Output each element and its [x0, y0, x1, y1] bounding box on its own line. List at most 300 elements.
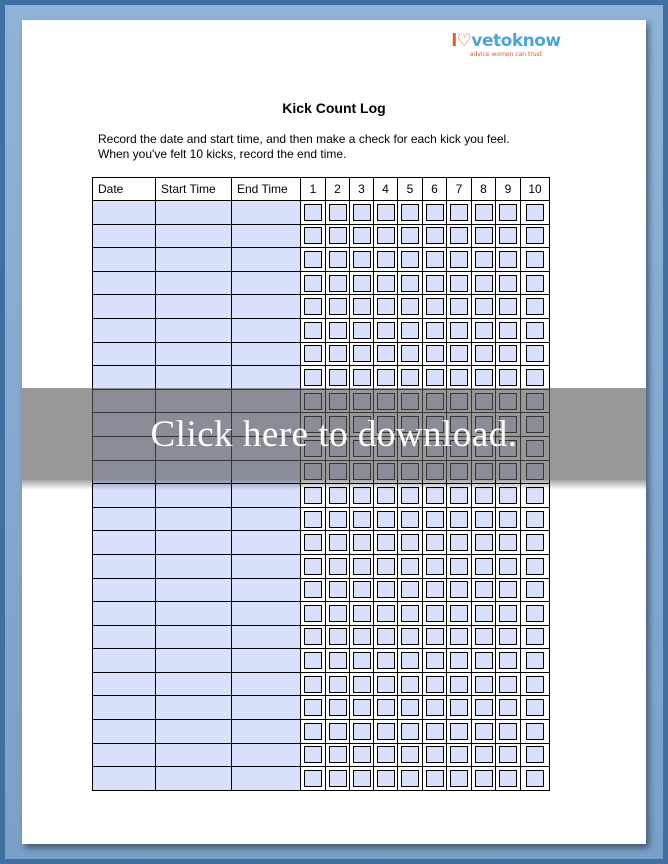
- kick-checkbox[interactable]: [526, 605, 544, 622]
- date-field[interactable]: [93, 672, 156, 696]
- instruction-line: Record the date and start time, and then make a check for each kick you feel.: [98, 132, 510, 146]
- kick-checkbox[interactable]: [499, 676, 517, 693]
- date-field[interactable]: [93, 224, 156, 248]
- start-time-field[interactable]: [156, 672, 232, 696]
- kick-checkbox[interactable]: [526, 581, 544, 598]
- start-time-field[interactable]: [156, 201, 232, 225]
- kick-checkbox[interactable]: [475, 699, 493, 716]
- kick-checkbox[interactable]: [450, 723, 468, 740]
- kick-checkbox[interactable]: [426, 581, 444, 598]
- kick-checkbox[interactable]: [304, 511, 322, 528]
- kick-checkbox[interactable]: [353, 558, 371, 575]
- kick-checkbox[interactable]: [401, 652, 419, 669]
- kick-checkbox[interactable]: [499, 345, 517, 362]
- kick-checkbox[interactable]: [304, 275, 322, 292]
- date-field[interactable]: [93, 507, 156, 531]
- kick-checkbox[interactable]: [377, 581, 395, 598]
- kick-checkbox[interactable]: [353, 534, 371, 551]
- date-field[interactable]: [93, 201, 156, 225]
- end-time-field[interactable]: [232, 625, 301, 649]
- kick-checkbox[interactable]: [450, 746, 468, 763]
- kick-checkbox[interactable]: [426, 558, 444, 575]
- kick-cell: [423, 531, 447, 555]
- column-header: End Time: [232, 178, 301, 201]
- kick-checkbox[interactable]: [426, 628, 444, 645]
- kick-cell: [521, 696, 550, 720]
- end-time-field[interactable]: [232, 248, 301, 272]
- kick-checkbox[interactable]: [401, 699, 419, 716]
- kick-checkbox[interactable]: [426, 345, 444, 362]
- kick-checkbox[interactable]: [353, 581, 371, 598]
- kick-checkbox[interactable]: [475, 251, 493, 268]
- start-time-field[interactable]: [156, 625, 232, 649]
- kick-checkbox[interactable]: [499, 251, 517, 268]
- kick-checkbox[interactable]: [304, 534, 322, 551]
- end-time-field[interactable]: [232, 531, 301, 555]
- kick-cell: [472, 696, 496, 720]
- kick-cell: [447, 743, 472, 767]
- kick-checkbox[interactable]: [499, 558, 517, 575]
- kick-checkbox[interactable]: [475, 723, 493, 740]
- kick-checkbox[interactable]: [329, 605, 347, 622]
- kick-checkbox[interactable]: [377, 227, 395, 244]
- kick-checkbox[interactable]: [475, 628, 493, 645]
- kick-checkbox[interactable]: [401, 581, 419, 598]
- kick-checkbox[interactable]: [426, 699, 444, 716]
- kick-checkbox[interactable]: [450, 628, 468, 645]
- kick-checkbox[interactable]: [526, 628, 544, 645]
- kick-checkbox[interactable]: [401, 275, 419, 292]
- kick-checkbox[interactable]: [329, 652, 347, 669]
- kick-checkbox[interactable]: [329, 322, 347, 339]
- kick-checkbox[interactable]: [353, 298, 371, 315]
- kick-cell: [423, 342, 447, 366]
- download-link[interactable]: Click here to download.: [150, 413, 518, 455]
- kick-checkbox[interactable]: [401, 251, 419, 268]
- kick-checkbox[interactable]: [329, 676, 347, 693]
- kick-checkbox[interactable]: [426, 298, 444, 315]
- kick-checkbox[interactable]: [426, 746, 444, 763]
- kick-checkbox[interactable]: [475, 204, 493, 221]
- kick-checkbox[interactable]: [450, 581, 468, 598]
- kick-cell: [447, 531, 472, 555]
- kick-checkbox[interactable]: [526, 558, 544, 575]
- kick-cell: [301, 672, 326, 696]
- kick-checkbox[interactable]: [475, 534, 493, 551]
- kick-checkbox[interactable]: [377, 628, 395, 645]
- kick-checkbox[interactable]: [499, 581, 517, 598]
- kick-checkbox[interactable]: [304, 746, 322, 763]
- kick-checkbox[interactable]: [426, 723, 444, 740]
- kick-cell: [326, 295, 350, 319]
- kick-checkbox[interactable]: [526, 534, 544, 551]
- kick-cell: [301, 295, 326, 319]
- end-time-field[interactable]: [232, 295, 301, 319]
- kick-checkbox[interactable]: [304, 298, 322, 315]
- kick-cell: [447, 720, 472, 744]
- kick-checkbox[interactable]: [353, 322, 371, 339]
- kick-checkbox[interactable]: [377, 534, 395, 551]
- kick-checkbox[interactable]: [377, 298, 395, 315]
- date-field[interactable]: [93, 248, 156, 272]
- end-time-field[interactable]: [232, 224, 301, 248]
- date-field[interactable]: [93, 625, 156, 649]
- kick-checkbox[interactable]: [401, 534, 419, 551]
- table-row: [93, 578, 550, 602]
- kick-checkbox[interactable]: [401, 322, 419, 339]
- kick-checkbox[interactable]: [526, 511, 544, 528]
- kick-checkbox[interactable]: [304, 605, 322, 622]
- kick-checkbox[interactable]: [329, 227, 347, 244]
- kick-checkbox[interactable]: [450, 298, 468, 315]
- kick-checkbox[interactable]: [426, 227, 444, 244]
- kick-checkbox[interactable]: [426, 511, 444, 528]
- kick-cell: [326, 554, 350, 578]
- start-time-field[interactable]: [156, 720, 232, 744]
- kick-checkbox[interactable]: [329, 746, 347, 763]
- kick-checkbox[interactable]: [353, 652, 371, 669]
- kick-checkbox[interactable]: [353, 345, 371, 362]
- kick-checkbox[interactable]: [526, 227, 544, 244]
- kick-checkbox[interactable]: [475, 369, 493, 386]
- kick-checkbox[interactable]: [353, 511, 371, 528]
- kick-checkbox[interactable]: [475, 652, 493, 669]
- kick-checkbox[interactable]: [526, 676, 544, 693]
- kick-checkbox[interactable]: [329, 204, 347, 221]
- kick-checkbox[interactable]: [450, 770, 468, 787]
- date-field[interactable]: [93, 295, 156, 319]
- date-field[interactable]: [93, 554, 156, 578]
- kick-checkbox[interactable]: [475, 275, 493, 292]
- table-row: [93, 507, 550, 531]
- kick-checkbox[interactable]: [304, 345, 322, 362]
- kick-checkbox[interactable]: [329, 511, 347, 528]
- kick-checkbox[interactable]: [304, 204, 322, 221]
- kick-cell: [350, 342, 374, 366]
- kick-checkbox[interactable]: [377, 746, 395, 763]
- kick-checkbox[interactable]: [499, 628, 517, 645]
- kick-checkbox[interactable]: [475, 511, 493, 528]
- kick-checkbox[interactable]: [304, 699, 322, 716]
- end-time-field[interactable]: [232, 720, 301, 744]
- kick-checkbox[interactable]: [426, 369, 444, 386]
- end-time-field[interactable]: [232, 672, 301, 696]
- kick-checkbox[interactable]: [450, 204, 468, 221]
- kick-checkbox[interactable]: [475, 322, 493, 339]
- kick-cell: [447, 295, 472, 319]
- start-time-field[interactable]: [156, 554, 232, 578]
- start-time-field[interactable]: [156, 531, 232, 555]
- kick-checkbox[interactable]: [475, 605, 493, 622]
- kick-checkbox[interactable]: [450, 345, 468, 362]
- kick-checkbox[interactable]: [401, 204, 419, 221]
- kick-checkbox[interactable]: [526, 298, 544, 315]
- kick-checkbox[interactable]: [329, 581, 347, 598]
- kick-cell: [301, 625, 326, 649]
- kick-checkbox[interactable]: [499, 652, 517, 669]
- kick-checkbox[interactable]: [401, 746, 419, 763]
- kick-checkbox[interactable]: [377, 275, 395, 292]
- kick-checkbox[interactable]: [450, 369, 468, 386]
- kick-checkbox[interactable]: [377, 204, 395, 221]
- kick-checkbox[interactable]: [401, 723, 419, 740]
- kick-checkbox[interactable]: [377, 322, 395, 339]
- kick-checkbox[interactable]: [526, 204, 544, 221]
- kick-checkbox[interactable]: [353, 699, 371, 716]
- kick-checkbox[interactable]: [401, 227, 419, 244]
- kick-checkbox[interactable]: [499, 746, 517, 763]
- kick-checkbox[interactable]: [426, 652, 444, 669]
- kick-checkbox[interactable]: [377, 770, 395, 787]
- table-row: [93, 625, 550, 649]
- date-field[interactable]: [93, 578, 156, 602]
- kick-checkbox[interactable]: [304, 770, 322, 787]
- date-field[interactable]: [93, 602, 156, 626]
- start-time-field[interactable]: [156, 318, 232, 342]
- kick-checkbox[interactable]: [499, 369, 517, 386]
- kick-checkbox[interactable]: [304, 322, 322, 339]
- kick-checkbox[interactable]: [499, 275, 517, 292]
- page-title: Kick Count Log: [282, 100, 386, 116]
- kick-checkbox[interactable]: [353, 204, 371, 221]
- kick-checkbox[interactable]: [353, 275, 371, 292]
- end-time-field[interactable]: [232, 602, 301, 626]
- kick-checkbox[interactable]: [499, 534, 517, 551]
- kick-checkbox[interactable]: [450, 534, 468, 551]
- kick-checkbox[interactable]: [475, 345, 493, 362]
- kick-checkbox[interactable]: [401, 369, 419, 386]
- kick-checkbox[interactable]: [329, 558, 347, 575]
- kick-checkbox[interactable]: [329, 770, 347, 787]
- kick-checkbox[interactable]: [329, 628, 347, 645]
- kick-checkbox[interactable]: [353, 251, 371, 268]
- kick-checkbox[interactable]: [499, 699, 517, 716]
- kick-checkbox[interactable]: [426, 251, 444, 268]
- start-time-field[interactable]: [156, 578, 232, 602]
- kick-checkbox[interactable]: [304, 723, 322, 740]
- kick-checkbox[interactable]: [304, 558, 322, 575]
- end-time-field[interactable]: [232, 696, 301, 720]
- start-time-field[interactable]: [156, 743, 232, 767]
- kick-checkbox[interactable]: [401, 511, 419, 528]
- kick-checkbox[interactable]: [526, 723, 544, 740]
- kick-checkbox[interactable]: [526, 345, 544, 362]
- kick-cell: [326, 248, 350, 272]
- kick-checkbox[interactable]: [526, 699, 544, 716]
- kick-checkbox[interactable]: [475, 298, 493, 315]
- kick-checkbox[interactable]: [377, 511, 395, 528]
- date-field[interactable]: [93, 366, 156, 390]
- kick-checkbox[interactable]: [401, 676, 419, 693]
- kick-checkbox[interactable]: [329, 251, 347, 268]
- kick-checkbox[interactable]: [475, 746, 493, 763]
- date-field[interactable]: [93, 342, 156, 366]
- kick-checkbox[interactable]: [450, 605, 468, 622]
- date-field[interactable]: [93, 318, 156, 342]
- kick-cell: [374, 602, 398, 626]
- kick-checkbox[interactable]: [329, 699, 347, 716]
- kick-checkbox[interactable]: [475, 676, 493, 693]
- kick-checkbox[interactable]: [526, 652, 544, 669]
- kick-cell: [301, 696, 326, 720]
- date-field[interactable]: [93, 743, 156, 767]
- kick-checkbox[interactable]: [426, 605, 444, 622]
- kick-checkbox[interactable]: [499, 298, 517, 315]
- kick-checkbox[interactable]: [499, 770, 517, 787]
- kick-cell: [398, 649, 423, 673]
- kick-checkbox[interactable]: [353, 605, 371, 622]
- kick-cell: [521, 602, 550, 626]
- kick-checkbox[interactable]: [426, 322, 444, 339]
- start-time-field[interactable]: [156, 342, 232, 366]
- kick-checkbox[interactable]: [450, 275, 468, 292]
- date-field[interactable]: [93, 696, 156, 720]
- kick-checkbox[interactable]: [450, 699, 468, 716]
- kick-checkbox[interactable]: [526, 322, 544, 339]
- kick-checkbox[interactable]: [353, 676, 371, 693]
- kick-checkbox[interactable]: [401, 605, 419, 622]
- kick-checkbox[interactable]: [329, 723, 347, 740]
- kick-checkbox[interactable]: [353, 628, 371, 645]
- kick-checkbox[interactable]: [329, 534, 347, 551]
- kick-checkbox[interactable]: [450, 558, 468, 575]
- kick-checkbox[interactable]: [426, 204, 444, 221]
- table-row: [93, 554, 550, 578]
- kick-checkbox[interactable]: [377, 605, 395, 622]
- kick-checkbox[interactable]: [450, 322, 468, 339]
- kick-checkbox[interactable]: [304, 227, 322, 244]
- kick-checkbox[interactable]: [475, 581, 493, 598]
- kick-checkbox[interactable]: [329, 369, 347, 386]
- kick-cell: [350, 672, 374, 696]
- start-time-field[interactable]: [156, 271, 232, 295]
- kick-cell: [423, 720, 447, 744]
- kick-checkbox[interactable]: [401, 628, 419, 645]
- end-time-field[interactable]: [232, 366, 301, 390]
- kick-cell: [374, 295, 398, 319]
- end-time-field[interactable]: [232, 578, 301, 602]
- kick-checkbox[interactable]: [353, 770, 371, 787]
- start-time-field[interactable]: [156, 696, 232, 720]
- kick-checkbox[interactable]: [499, 511, 517, 528]
- date-field[interactable]: [93, 767, 156, 791]
- kick-checkbox[interactable]: [450, 251, 468, 268]
- kick-checkbox[interactable]: [526, 746, 544, 763]
- end-time-field[interactable]: [232, 201, 301, 225]
- kick-checkbox[interactable]: [499, 227, 517, 244]
- kick-checkbox[interactable]: [526, 251, 544, 268]
- kick-checkbox[interactable]: [499, 322, 517, 339]
- kick-cell: [326, 342, 350, 366]
- date-field[interactable]: [93, 271, 156, 295]
- kick-checkbox[interactable]: [377, 676, 395, 693]
- kick-checkbox[interactable]: [329, 298, 347, 315]
- kick-checkbox[interactable]: [401, 558, 419, 575]
- kick-checkbox[interactable]: [499, 605, 517, 622]
- kick-cell: [496, 649, 521, 673]
- start-time-field[interactable]: [156, 224, 232, 248]
- end-time-field[interactable]: [232, 507, 301, 531]
- end-time-field[interactable]: [232, 767, 301, 791]
- kick-checkbox[interactable]: [304, 581, 322, 598]
- kick-checkbox[interactable]: [304, 652, 322, 669]
- kick-checkbox[interactable]: [426, 534, 444, 551]
- kick-checkbox[interactable]: [450, 676, 468, 693]
- kick-cell: [472, 767, 496, 791]
- kick-cell: [301, 554, 326, 578]
- kick-checkbox[interactable]: [401, 345, 419, 362]
- kick-checkbox[interactable]: [426, 275, 444, 292]
- start-time-field[interactable]: [156, 507, 232, 531]
- kick-checkbox[interactable]: [353, 227, 371, 244]
- end-time-field[interactable]: [232, 342, 301, 366]
- end-time-field[interactable]: [232, 649, 301, 673]
- kick-checkbox[interactable]: [329, 345, 347, 362]
- start-time-field[interactable]: [156, 366, 232, 390]
- kick-checkbox[interactable]: [304, 628, 322, 645]
- kick-checkbox[interactable]: [475, 558, 493, 575]
- kick-checkbox[interactable]: [377, 699, 395, 716]
- kick-checkbox[interactable]: [353, 723, 371, 740]
- kick-checkbox[interactable]: [304, 251, 322, 268]
- kick-cell: [398, 531, 423, 555]
- start-time-field[interactable]: [156, 295, 232, 319]
- start-time-field[interactable]: [156, 649, 232, 673]
- kick-checkbox[interactable]: [353, 369, 371, 386]
- end-time-field[interactable]: [232, 318, 301, 342]
- kick-checkbox[interactable]: [450, 511, 468, 528]
- kick-cell: [423, 649, 447, 673]
- start-time-field[interactable]: [156, 767, 232, 791]
- end-time-field[interactable]: [232, 271, 301, 295]
- kick-checkbox[interactable]: [304, 369, 322, 386]
- kick-checkbox[interactable]: [401, 298, 419, 315]
- kick-checkbox[interactable]: [304, 676, 322, 693]
- kick-checkbox[interactable]: [526, 369, 544, 386]
- date-field[interactable]: [93, 531, 156, 555]
- kick-checkbox[interactable]: [499, 723, 517, 740]
- start-time-field[interactable]: [156, 248, 232, 272]
- date-field[interactable]: [93, 649, 156, 673]
- kick-checkbox[interactable]: [426, 770, 444, 787]
- kick-checkbox[interactable]: [526, 770, 544, 787]
- kick-checkbox[interactable]: [450, 652, 468, 669]
- end-time-field[interactable]: [232, 554, 301, 578]
- kick-checkbox[interactable]: [499, 204, 517, 221]
- kick-cell: [301, 649, 326, 673]
- kick-checkbox[interactable]: [450, 227, 468, 244]
- kick-checkbox[interactable]: [377, 345, 395, 362]
- kick-checkbox[interactable]: [401, 770, 419, 787]
- kick-checkbox[interactable]: [377, 251, 395, 268]
- end-time-field[interactable]: [232, 743, 301, 767]
- kick-checkbox[interactable]: [377, 558, 395, 575]
- kick-checkbox[interactable]: [426, 676, 444, 693]
- kick-checkbox[interactable]: [353, 746, 371, 763]
- download-banner[interactable]: [22, 388, 646, 480]
- kick-checkbox[interactable]: [377, 652, 395, 669]
- logo-tagline: advice women can trust: [469, 51, 543, 58]
- start-time-field[interactable]: [156, 602, 232, 626]
- kick-checkbox[interactable]: [329, 275, 347, 292]
- kick-checkbox[interactable]: [377, 723, 395, 740]
- kick-checkbox[interactable]: [475, 227, 493, 244]
- kick-checkbox[interactable]: [377, 369, 395, 386]
- kick-cell: [398, 342, 423, 366]
- date-field[interactable]: [93, 720, 156, 744]
- kick-checkbox[interactable]: [475, 770, 493, 787]
- kick-checkbox[interactable]: [526, 275, 544, 292]
